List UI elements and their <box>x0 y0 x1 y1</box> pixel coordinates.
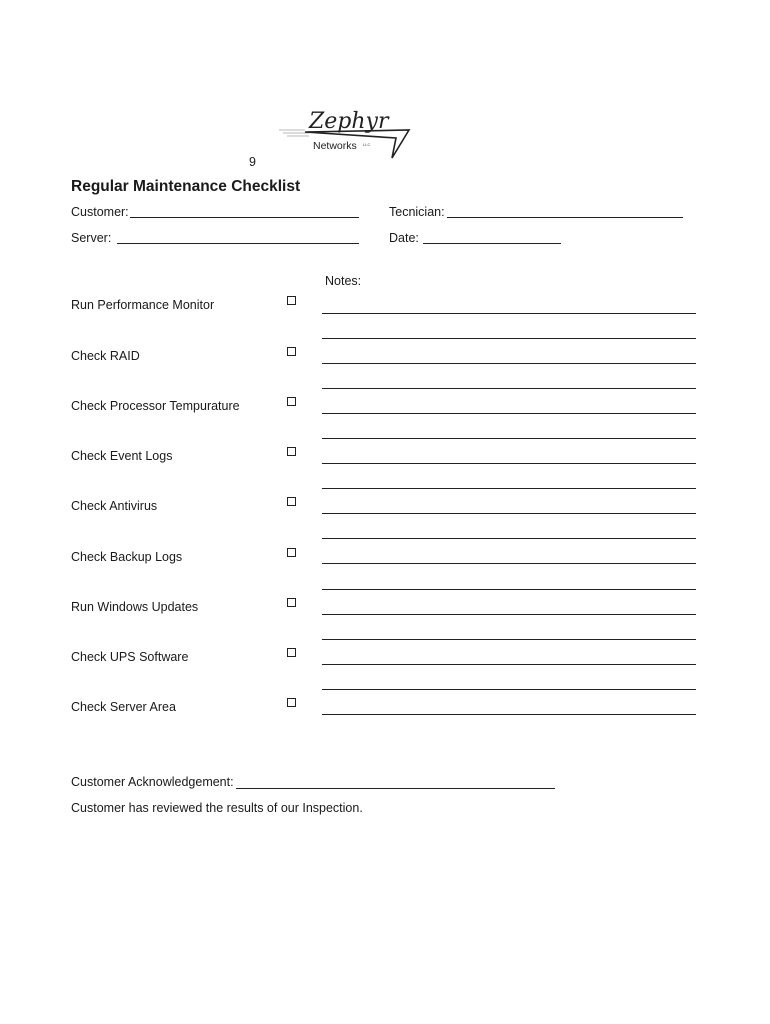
task-checkbox[interactable] <box>287 397 296 406</box>
notes-line[interactable] <box>322 589 696 590</box>
notes-label: Notes: <box>325 274 362 288</box>
server-field[interactable] <box>117 243 359 244</box>
notes-line[interactable] <box>322 488 696 489</box>
customer-label: Customer: <box>71 205 129 219</box>
task-label: Run Performance Monitor <box>71 298 215 312</box>
task-label: Check Antivirus <box>71 499 158 513</box>
logo-wordmark: Zephyr <box>309 109 389 134</box>
notes-line[interactable] <box>322 563 696 564</box>
task-label: Check Server Area <box>71 700 176 714</box>
notes-line[interactable] <box>322 413 696 414</box>
acknowledgement-label: Customer Acknowledgement: <box>71 775 234 789</box>
task-label: Check Processor Tempurature <box>71 399 240 413</box>
date-label: Date: <box>389 231 419 245</box>
customer-field[interactable] <box>130 217 359 218</box>
logo-subtext: Networks <box>313 140 357 152</box>
task-checkbox[interactable] <box>287 598 296 607</box>
notes-line[interactable] <box>322 714 696 715</box>
notes-line[interactable] <box>322 664 696 665</box>
task-checkbox[interactable] <box>287 497 296 506</box>
notes-line[interactable] <box>322 639 696 640</box>
task-checkbox[interactable] <box>287 698 296 707</box>
notes-line[interactable] <box>322 438 696 439</box>
company-logo <box>275 100 415 162</box>
technician-field[interactable] <box>447 217 683 218</box>
task-label: Check Backup Logs <box>71 550 183 564</box>
acknowledgement-statement: Customer has reviewed the results of our Inspection. <box>71 801 363 815</box>
notes-line[interactable] <box>322 313 696 314</box>
notes-line[interactable] <box>322 689 696 690</box>
task-label: Run Windows Updates <box>71 600 199 614</box>
task-checkbox[interactable] <box>287 648 296 657</box>
task-checkbox[interactable] <box>287 296 296 305</box>
logo-suffix: LLC <box>363 142 371 147</box>
acknowledgement-signature-field[interactable] <box>236 788 555 789</box>
task-checkbox[interactable] <box>287 548 296 557</box>
task-label: Check UPS Software <box>71 650 189 664</box>
notes-line[interactable] <box>322 513 696 514</box>
notes-line[interactable] <box>322 388 696 389</box>
page-number: 9 <box>249 155 256 169</box>
notes-line[interactable] <box>322 463 696 464</box>
zephyr-logo-graphic <box>275 100 415 162</box>
date-field[interactable] <box>423 243 561 244</box>
technician-label: Tecnician: <box>389 205 445 219</box>
notes-line[interactable] <box>322 538 696 539</box>
task-checkbox[interactable] <box>287 347 296 356</box>
page-title: Regular Maintenance Checklist <box>71 178 301 195</box>
server-label: Server: <box>71 231 112 245</box>
task-checkbox[interactable] <box>287 447 296 456</box>
task-label: Check Event Logs <box>71 449 173 463</box>
notes-line[interactable] <box>322 338 696 339</box>
notes-line[interactable] <box>322 363 696 364</box>
task-label: Check RAID <box>71 349 140 363</box>
notes-line[interactable] <box>322 614 696 615</box>
